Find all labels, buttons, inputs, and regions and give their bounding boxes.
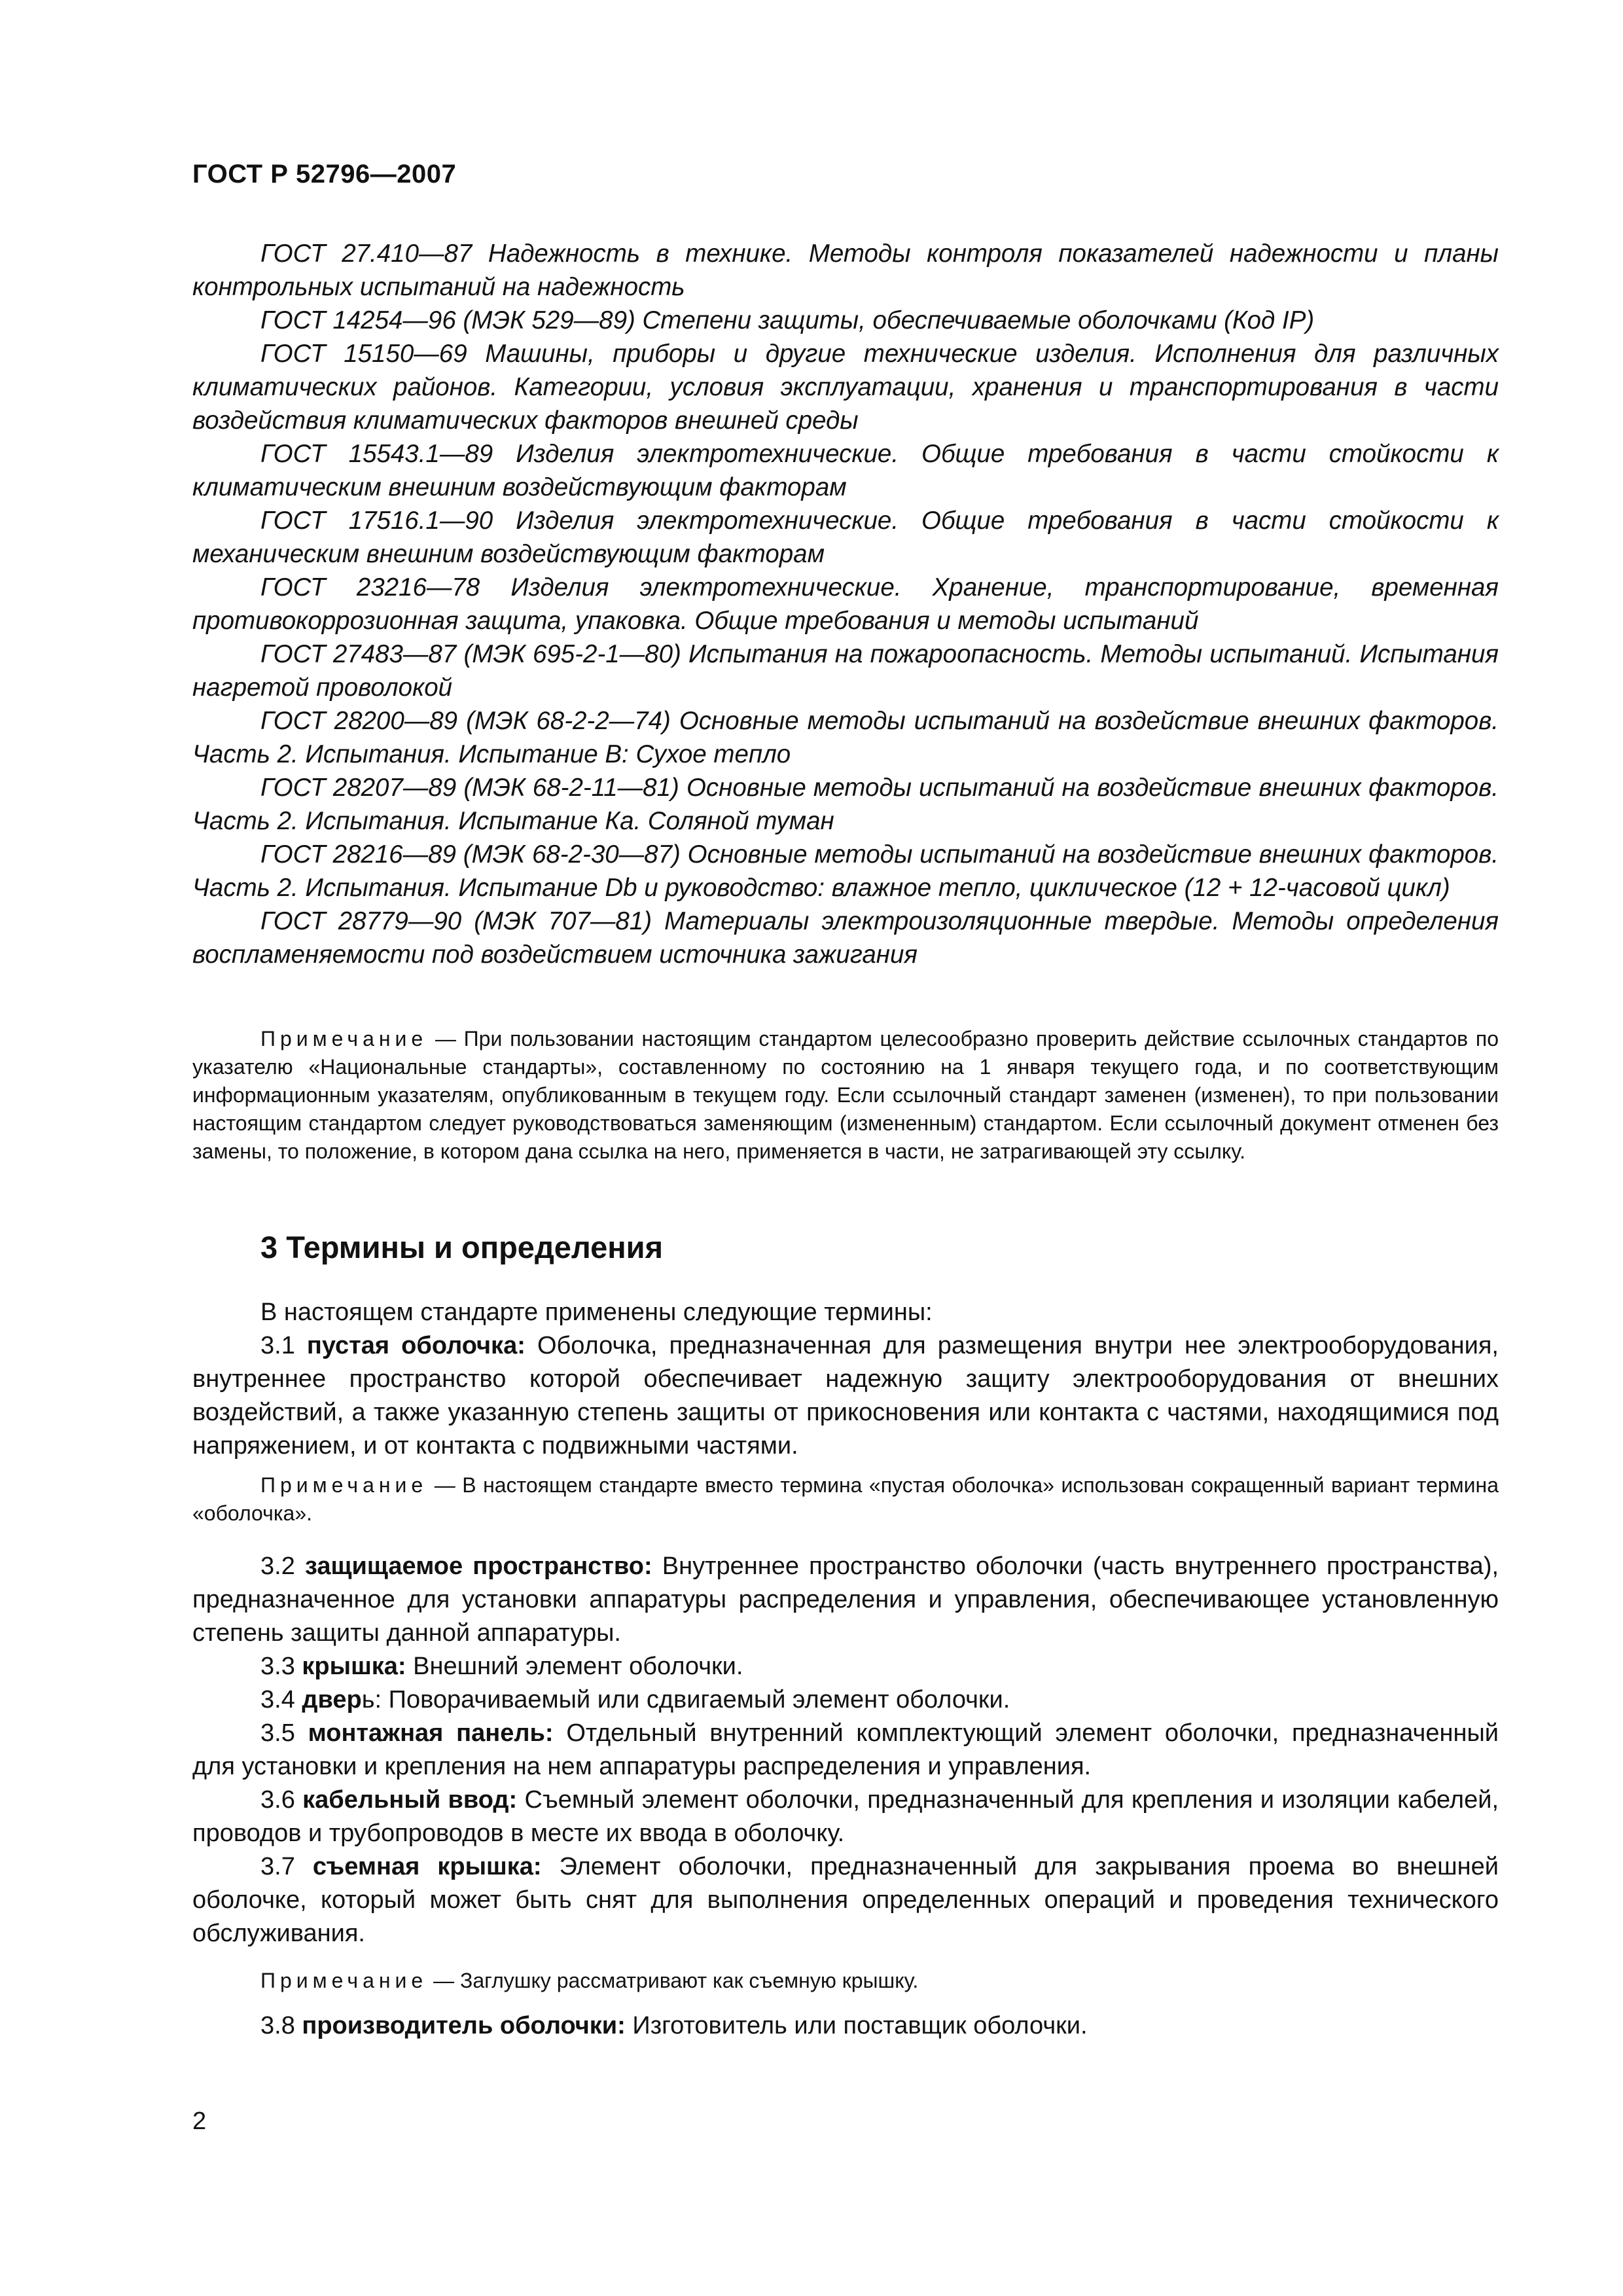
reference-item: ГОСТ 27483—87 (МЭК 695-2-1—80) Испытания на пожароопасность. Методы испытаний. Испытания нагретой проволокой	[192, 640, 1499, 702]
terms-block-1	[192, 1296, 1499, 1463]
reference-item: ГОСТ 15150—69 Машины, приборы и другие технические изделия. Исполнения для различных климатических районов. Категории, условия эксплуатации, хранения и транспортирования в части воздействия климатических факторов внешней среды	[192, 340, 1499, 435]
term-name: производитель оболочки:	[302, 2012, 626, 2039]
term-name: пустая оболочка:	[306, 1332, 526, 1359]
reference-item: ГОСТ 15543.1—89 Изделия электротехнические. Общие требования в части стойкости к климатическим внешним воздействующим факторам	[192, 440, 1499, 501]
term-name: монтажная панель:	[308, 1719, 554, 1747]
note-dash: —	[427, 1027, 464, 1050]
term-name: крышка:	[302, 1653, 406, 1680]
terms-block-2	[192, 1550, 1499, 1950]
note-text: Заглушку рассматривают как съемную крышку.	[460, 1969, 919, 1992]
term-item-3-3	[192, 1650, 1499, 1683]
term-number: 3.1	[260, 1332, 295, 1359]
terms-block-3	[192, 2009, 1499, 2043]
term-3-1-note	[192, 1471, 1499, 1528]
note-label: Примечание	[260, 1969, 428, 1992]
page-number: 2	[192, 2108, 207, 2135]
note-dash: —	[427, 1969, 460, 1992]
term-definition: Внешний элемент оболочки.	[413, 1653, 743, 1680]
term-item-3-4	[192, 1683, 1499, 1717]
section-intro: В настоящем стандарте применены следующие термины:	[260, 1299, 933, 1326]
term-name: кабельный ввод:	[302, 1786, 518, 1814]
reference-item: ГОСТ 28779—90 (МЭК 707—81) Материалы электроизоляционные твердые. Методы определения воспламеняемости под воздействием источника зажигания	[192, 907, 1499, 969]
term-number: 3.7	[260, 1853, 295, 1880]
term-definition: Поворачиваемый или сдвигаемый элемент оболочки.	[388, 1686, 1010, 1713]
term-name-tail: ь:	[361, 1686, 382, 1713]
term-name: съемная крышка:	[312, 1853, 542, 1880]
reference-item: ГОСТ 23216—78 Изделия электротехнические. Хранение, транспортирование, временная противокоррозионная защита, упаковка. Общие требования и методы испытаний	[192, 573, 1499, 635]
note-label: Примечание	[260, 1473, 428, 1497]
term-number: 3.8	[260, 2012, 295, 2039]
references-note	[192, 1025, 1499, 1166]
term-item-3-5	[192, 1717, 1499, 1784]
note-dash: —	[427, 1473, 463, 1497]
term-name: защищаемое пространство:	[304, 1552, 652, 1580]
term-item-3-2	[192, 1550, 1499, 1650]
term-number: 3.4	[260, 1686, 295, 1713]
note-label: Примечание	[260, 1027, 428, 1050]
term-item-3-6	[192, 1784, 1499, 1850]
normative-references-list	[192, 237, 1499, 971]
term-item-3-7	[192, 1850, 1499, 1950]
reference-item: ГОСТ 28200—89 (МЭК 68-2-2—74) Основные методы испытаний на воздействие внешних факторов. Часть 2. Испытания. Испытание В: Сухое тепло	[192, 707, 1499, 768]
term-definition: Оболочка, предназначенная для размещения внутри нее электрооборудования, внутреннее пространство которой обеспечивает надежную защиту электрооборудования от внешних воздействий, а также указанную степень защиты от прикосновения или контакта с частями, находящимися под напряжением, и от контакта с подвижными частями.	[192, 1332, 1499, 1460]
reference-item: ГОСТ 28207—89 (МЭК 68-2-11—81) Основные методы испытаний на воздействие внешних факторов. Часть 2. Испытания. Испытание Ка. Соляной туман	[192, 774, 1499, 835]
term-number: 3.5	[260, 1719, 295, 1747]
reference-item: ГОСТ 14254—96 (МЭК 529—89) Степени защиты, обеспечиваемые оболочками (Код IP)	[260, 306, 1315, 334]
term-definition: Отдельный внутренний комплектующий элемент оболочки, предназначенный для установки и крепления на нем аппаратуры распределения и управления.	[192, 1719, 1499, 1780]
term-number: 3.6	[260, 1786, 295, 1814]
term-name: двер	[302, 1686, 362, 1713]
term-definition: Съемный элемент оболочки, предназначенный для крепления и изоляции кабелей, проводов и трубопроводов в месте их ввода в оболочку.	[192, 1786, 1499, 1847]
term-number: 3.3	[260, 1653, 295, 1680]
term-item-3-8	[192, 2009, 1499, 2043]
term-item-3-1	[192, 1329, 1499, 1463]
section-title: 3 Термины и определения	[260, 1230, 663, 1265]
reference-item: ГОСТ 28216—89 (МЭК 68-2-30—87) Основные методы испытаний на воздействие внешних факторов. Часть 2. Испытания. Испытание Db и руководство: влажное тепло, циклическое (12 + 12-часовой цикл)	[192, 840, 1499, 902]
term-definition: Элемент оболочки, предназначенный для закрывания проема во внешней оболочке, который может быть снят для выполнения определенных операций и проведения технического обслуживания.	[192, 1853, 1499, 1947]
reference-item: ГОСТ 27.410—87 Надежность в технике. Методы контроля показателей надежности и планы контрольных испытаний на надежность	[192, 240, 1499, 301]
note-text: В настоящем стандарте вместо термина «пустая оболочка» использован сокращенный вариант термина «оболочка».	[192, 1473, 1499, 1525]
document-id-header: ГОСТ Р 52796—2007	[192, 160, 457, 188]
term-definition: Изготовитель или поставщик оболочки.	[632, 2012, 1088, 2039]
term-3-7-note	[192, 1967, 1499, 1995]
note-text: При пользовании настоящим стандартом целесообразно проверить действие ссылочных стандартов по указателю «Национальные стандарты», составленному по состоянию на 1 января текущего года, и по соответствующим информационным указателям, опубликованным в текущем году. Если ссылочный стандарт заменен (изменен), то при пользовании настоящим стандартом следует руководствоваться заменяющим (измененным) стандартом. Если ссылочный документ отменен без замены, то положение, в котором дана ссылка на него, применяется в части, не затрагивающей эту ссылку.	[192, 1027, 1499, 1163]
term-number: 3.2	[260, 1552, 295, 1580]
term-definition: Внутреннее пространство оболочки (часть внутреннего пространства), предназначенное для установки аппаратуры распределения и управления, обеспечивающее установленную степень защиты данной аппаратуры.	[192, 1552, 1499, 1647]
reference-item: ГОСТ 17516.1—90 Изделия электротехнические. Общие требования в части стойкости к механическим внешним воздействующим факторам	[192, 507, 1499, 568]
